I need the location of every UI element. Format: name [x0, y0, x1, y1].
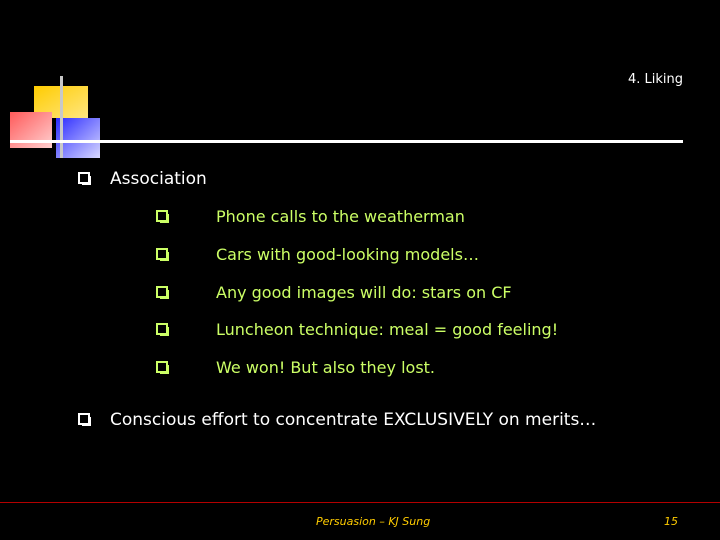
list-item	[156, 283, 512, 302]
bullet-label: Phone calls to the weatherman	[216, 207, 465, 226]
list-item	[78, 169, 207, 189]
deco-horizontal-bar	[10, 140, 40, 143]
deco-vertical-bar	[60, 76, 63, 158]
checkbox-bullet-icon	[156, 361, 169, 375]
bullet-label: Any good images will do: stars on CF	[216, 283, 512, 302]
footer-title: Persuasion – KJ Sung	[316, 515, 431, 528]
checkbox-bullet-icon	[156, 323, 169, 337]
checkbox-bullet-icon	[156, 210, 169, 224]
slide-title: 4. Liking	[627, 72, 683, 87]
checkbox-bullet-icon	[156, 286, 169, 300]
title-divider	[38, 140, 683, 143]
bullet-label: Association	[110, 169, 207, 189]
list-item	[156, 207, 465, 226]
bullet-label: We won! But also they lost.	[216, 358, 436, 377]
bullet-label: Luncheon technique: meal = good feeling!	[216, 320, 559, 339]
checkbox-bullet-icon	[78, 172, 91, 186]
bullet-label: Conscious effort to concentrate EXCLUSIVELY on merits…	[110, 410, 597, 430]
list-item	[156, 245, 479, 264]
list-item	[78, 410, 596, 430]
decorative-squares-graphic	[0, 0, 120, 170]
list-item	[156, 358, 435, 377]
list-item	[156, 320, 558, 339]
checkbox-bullet-icon	[78, 413, 91, 427]
checkbox-bullet-icon	[156, 248, 169, 262]
footer-divider	[0, 502, 720, 503]
page-number: 15	[664, 515, 678, 528]
bullet-label: Cars with good-looking models…	[216, 245, 479, 264]
